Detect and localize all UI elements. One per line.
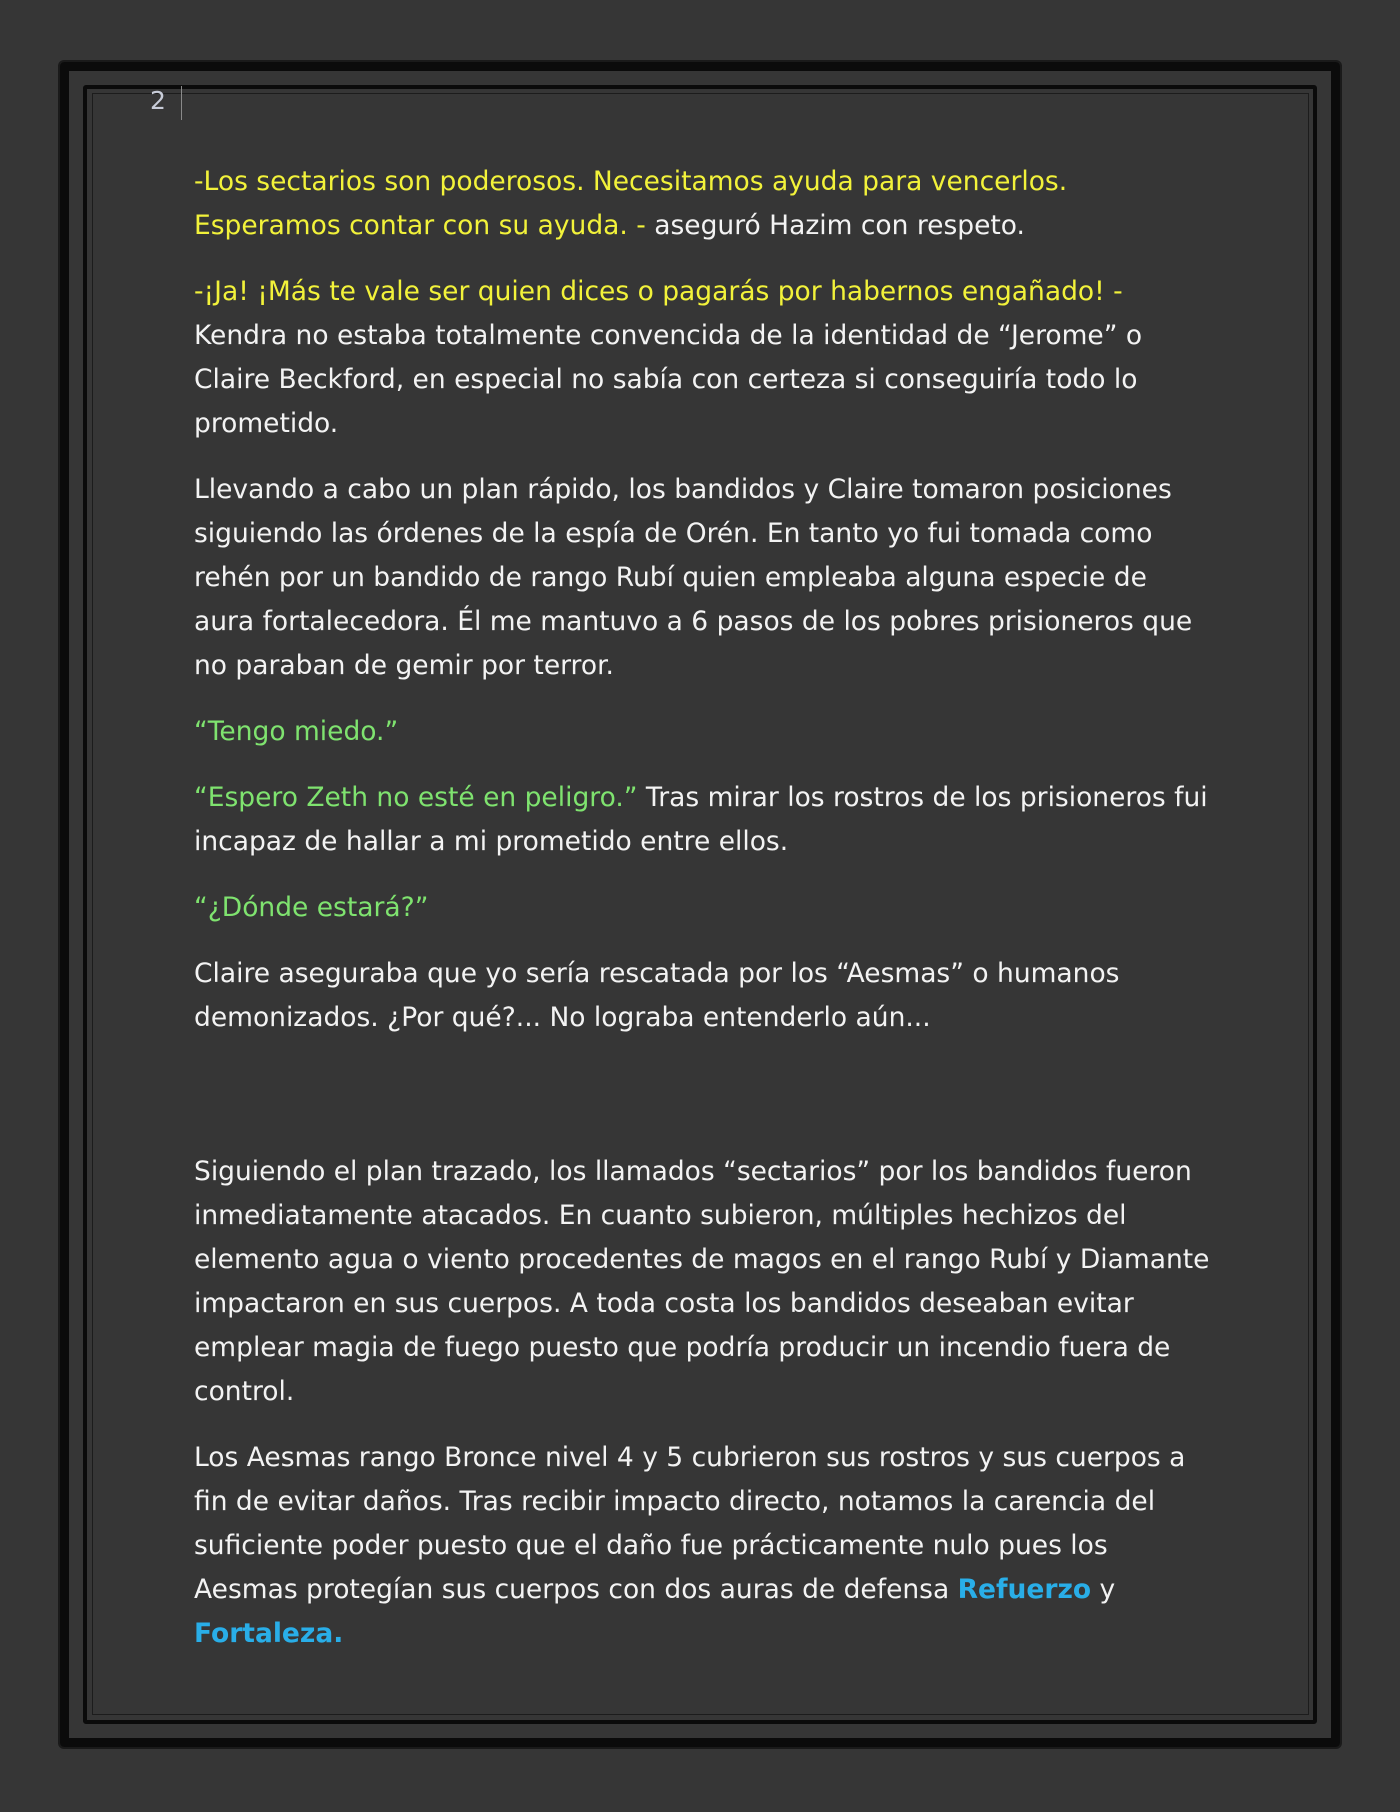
paragraph-2 <box>194 270 1214 446</box>
narration-text: Kendra no estaba totalmente convencida de la identidad de “Jerome” o Claire Beckford, en especial no sabía con certeza si conseguiría todo lo prometido. <box>194 320 1143 439</box>
paragraph-5 <box>194 776 1214 864</box>
connector-text: y <box>1091 1574 1116 1605</box>
section-break <box>194 1062 1214 1150</box>
sentence-end: . <box>333 1618 344 1649</box>
story-text <box>194 160 1214 1678</box>
paragraph-4 <box>194 710 1214 754</box>
paragraph-6 <box>194 886 1214 930</box>
paragraph-9 <box>194 1436 1214 1656</box>
paragraph-3 <box>194 468 1214 688</box>
narration-text: Tras mirar los rostros de los prisioneros fui incapaz de hallar a mi prometido entre ellos. <box>194 782 1208 857</box>
narration-text: Siguiendo el plan trazado, los llamados “sectarios” por los bandidos fueron inmediatamente atacados. En cuanto subieron, múltiples hechizos del elemento agua o viento procedentes de magos en el rango Rubí y Diamante impactaron en sus cuerpos. A toda costa los bandidos deseaban evitar emplear magia de fuego puesto que podría producir un incendio fuera de control. <box>194 1156 1210 1407</box>
narration-text: aseguró Hazim con respeto. <box>645 210 1025 241</box>
paragraph-7 <box>194 952 1214 1040</box>
paragraph-1 <box>194 160 1214 248</box>
dialogue-text: -¡Ja! ¡Más te vale ser quien dices o pagarás por habernos engañado! - <box>194 276 1123 307</box>
page-number-divider <box>181 86 182 120</box>
narration-text: Llevando a cabo un plan rápido, los bandidos y Claire tomaron posiciones siguiendo las órdenes de la espía de Orén. En tanto yo fui tomada como rehén por un bandido de rango Rubí quien empleaba alguna especie de aura fortalecedora. Él me mantuvo a 6 pasos de los pobres prisioneros que no paraban de gemir por terror. <box>194 474 1193 681</box>
paragraph-8 <box>194 1150 1214 1414</box>
dialogue-text: -Los sectarios son poderosos. Necesitamos ayuda para vencerlos. Esperamos contar con su ayuda. - <box>194 166 1068 241</box>
thought-text: “Tengo miedo.” <box>194 716 399 747</box>
narration-text: Los Aesmas rango Bronce nivel 4 y 5 cubrieron sus rostros y sus cuerpos a fin de evitar daños. Tras recibir impacto directo, notamos la carencia del suficiente poder puesto que el daño fue prácticamente nulo pues los Aesmas protegían sus cuerpos con dos auras de defensa <box>194 1442 1186 1605</box>
skill-name-refuerzo: Refuerzo <box>957 1574 1092 1605</box>
narration-text: Claire aseguraba que yo sería rescatada por los “Aesmas” o humanos demonizados. ¿Por qué?... No lograba entenderlo aún... <box>194 958 1120 1033</box>
thought-text: “Espero Zeth no esté en peligro.” <box>194 782 638 813</box>
thought-text: “¿Dónde estará?” <box>194 892 429 923</box>
page-number: 2 <box>150 86 166 115</box>
skill-name-fortaleza: Fortaleza <box>194 1618 334 1649</box>
